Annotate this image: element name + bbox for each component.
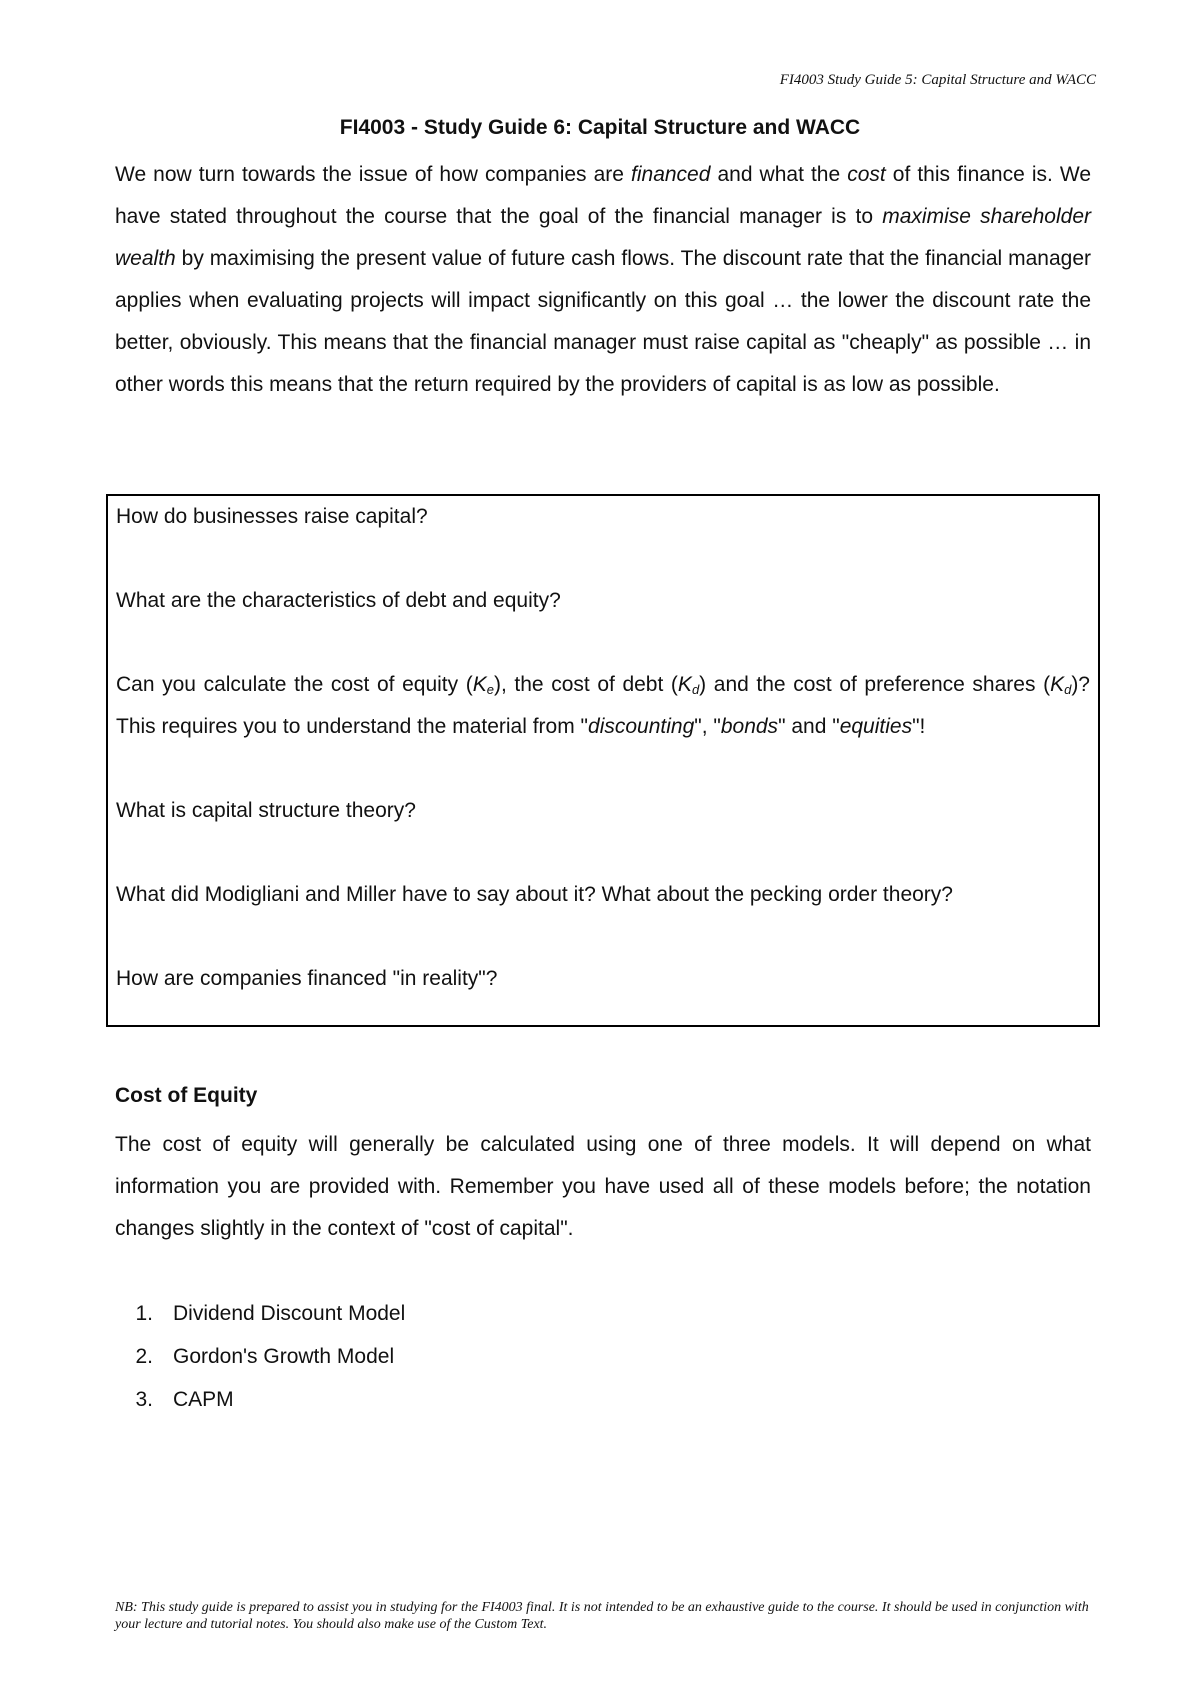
topic-equities: equities [839, 715, 913, 738]
question-raise-capital: How do businesses raise capital? [116, 505, 428, 528]
footer-note: NB: This study guide is prepared to assist you in studying for the FI4003 final. It is not intended to be an exhaustive guide to the course. It should be used in conjunction with your lecture and tutorial notes. You should also make use of the Custom Text. [115, 1600, 1089, 1632]
intro-emphasis-cost: cost [847, 163, 886, 186]
question-capital-structure: What is capital structure theory? [116, 799, 416, 822]
q3-text-a: Can you calculate the cost of equity ( [116, 673, 473, 696]
intro-text-2: and what the [710, 163, 848, 186]
key-questions-box [106, 494, 1100, 1027]
intro-emphasis-financed: financed [631, 163, 711, 186]
ke-symbol: $K_e$ [472, 673, 494, 697]
q3-text-d: )? This requires you to understand the material from " [116, 673, 1090, 738]
intro-text-1: We now turn towards the issue of how companies are [115, 163, 632, 186]
question-cost-calculation [116, 664, 1090, 748]
q3-text-c: ) and the cost of preference shares ( [699, 673, 1051, 696]
question-debt-equity: What are the characteristics of debt and equity? [116, 589, 561, 612]
kp-symbol: $K_d$ [1050, 673, 1072, 697]
intro-text-4: by maximising the present value of future cash flows. The discount rate that the financial manager applies when evaluating projects will impact significantly on this goal … the lower the discount rate the better, obviously. This means that the financial manager must raise capital as "cheaply" as possible … in other words this means that the return required by the providers of capital is as low as possible. [115, 247, 1091, 396]
page-title: FI4003 - Study Guide 6: Capital Structure and WACC [339, 116, 861, 139]
section-heading-cost-of-equity: Cost of Equity [115, 1084, 258, 1107]
question-financing-reality: How are companies financed "in reality"? [116, 967, 498, 990]
list-item: 3. CAPM [135, 1388, 234, 1411]
intro-emphasis-wealth: maximise shareholder wealth [115, 205, 1092, 270]
question-modigliani-miller: What did Modigliani and Miller have to say about it? What about the pecking order theory? [116, 883, 953, 906]
q3-text-e: ", " [694, 715, 721, 738]
running-header: FI4003 Study Guide 5: Capital Structure and WACC [779, 72, 1096, 88]
topic-discounting: discounting [588, 715, 695, 738]
topic-bonds: bonds [720, 715, 779, 738]
cost-of-equity-paragraph: The cost of equity will generally be calculated using one of three models. It will depend on what information you are provided with. Remember you have used all of these models before; the notation changes slightly in the context of "cost of capital". [115, 1133, 1091, 1240]
models-list [115, 1292, 405, 1421]
intro-paragraph [115, 154, 1091, 406]
list-item: 2. Gordon's Growth Model [135, 1345, 395, 1368]
q3-text-b: ), the cost of debt ( [493, 673, 678, 696]
list-item: 1. Dividend Discount Model [135, 1302, 406, 1325]
kd-symbol: $K_d$ [677, 673, 700, 697]
intro-text-3: of this finance is. We have stated throughout the course that the goal of the financial manager is to [115, 163, 1092, 228]
q3-text-g: "! [912, 715, 926, 738]
q3-text-f: " and " [778, 715, 840, 738]
